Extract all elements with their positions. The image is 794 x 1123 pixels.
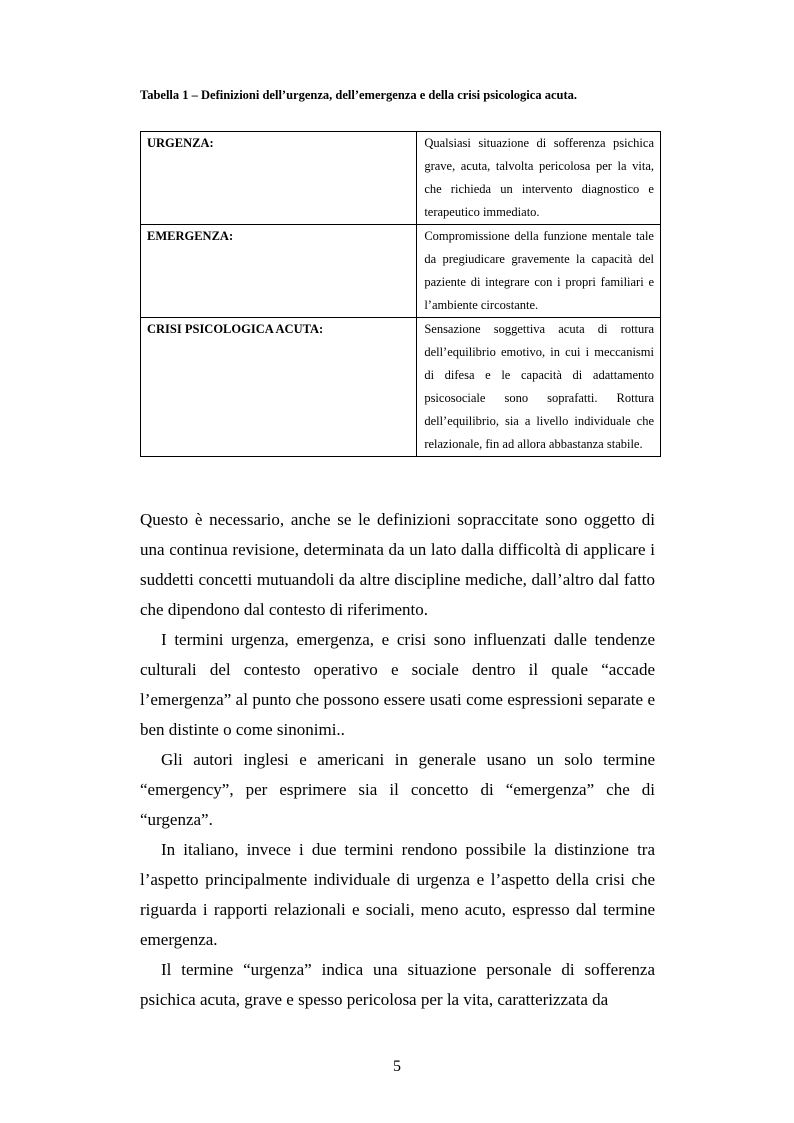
table-row xyxy=(141,132,661,225)
definition-urgenza: Qualsiasi situazione di sofferenza psichica grave, acuta, talvolta pericolosa per la vita, che richieda un intervento diagnostico e terapeutico immediato. xyxy=(417,132,661,225)
definition-emergenza: Compromissione della funzione mentale tale da pregiudicare gravemente la capacità del paziente di integrare con i propri familiari e l’ambiente circostante. xyxy=(417,225,661,318)
paragraph: I termini urgenza, emergenza, e crisi sono influenzati dalle tendenze culturali del contesto operativo e sociale dentro il quale “accade l’emergenza” al punto che possono essere usati come espressioni separate e ben distinte o come sinonimi.. xyxy=(140,630,655,739)
definitions-table xyxy=(140,131,661,457)
table-row xyxy=(141,318,661,457)
term-crisi-psicologica-acuta: CRISI PSICOLOGICA ACUTA: xyxy=(141,318,417,457)
table-caption: Tabella 1 – Definizioni dell’urgenza, dell’emergenza e della crisi psicologica acuta. xyxy=(140,88,577,102)
paragraph: Il termine “urgenza” indica una situazione personale di sofferenza psichica acuta, grave e spesso pericolosa per la vita, caratterizzata da xyxy=(140,960,655,1009)
paragraph: Questo è necessario, anche se le definizioni sopraccitate sono oggetto di una continua revisione, determinata da un lato dalla difficoltà di applicare i suddetti concetti mutuandoli da altre discipline mediche, dall’altro dal fatto che dipendono dal contesto di riferimento. xyxy=(140,510,655,619)
paragraph: Gli autori inglesi e americani in generale usano un solo termine “emergency”, per esprimere sia il concetto di “emergenza” che di “urgenza”. xyxy=(140,750,655,829)
page-number: 5 xyxy=(393,1058,401,1075)
term-emergenza: EMERGENZA: xyxy=(141,225,417,318)
definition-crisi-psicologica-acuta: Sensazione soggettiva acuta di rottura dell’equilibrio emotivo, in cui i meccanismi di difesa e le capacità di adattamento psicosociale sono soprafatti. Rottura dell’equilibrio, sia a livello individuale che relazionale, fin ad allora abbastanza stabile. xyxy=(417,318,661,457)
body-text xyxy=(140,505,655,1015)
paragraph: In italiano, invece i due termini rendono possibile la distinzione tra l’aspetto principalmente individuale di urgenza e l’aspetto della crisi che riguarda i rapporti relazionali e sociali, meno acuto, espresso dal termine emergenza. xyxy=(140,840,655,949)
table-row xyxy=(141,225,661,318)
term-urgenza: URGENZA: xyxy=(141,132,417,225)
